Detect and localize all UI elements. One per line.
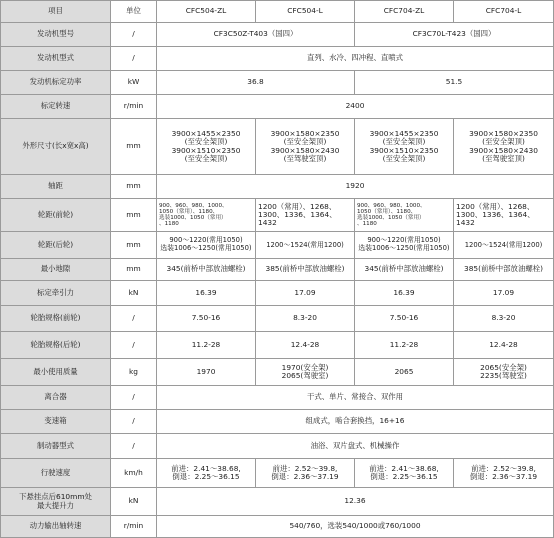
row-unit: / xyxy=(111,332,157,359)
row-label: 制动器型式 xyxy=(1,434,111,459)
track-line: 1050（常用）、1180、 xyxy=(357,208,417,215)
label-line: 下悬挂点后610mm处 xyxy=(19,492,92,502)
row-ground-clearance xyxy=(1,259,554,281)
ground-clearance-cfc704-l: 385(前桥中部放油螺栓) xyxy=(454,259,554,281)
front-track-cfc504-zl xyxy=(157,199,256,232)
engine-power-504: 36.8 xyxy=(157,71,355,95)
traction-cfc704-l: 17.09 xyxy=(454,281,554,306)
travel-speed-cfc504-l xyxy=(256,459,355,488)
min-mass-cfc704-zl: 2065 xyxy=(355,359,454,386)
rear-tire-cfc704-zl: 11.2-28 xyxy=(355,332,454,359)
row-unit: kN xyxy=(111,281,157,306)
row-label: 轮距(前轮) xyxy=(1,199,111,232)
dimensions-cfc704-zl xyxy=(355,119,454,175)
engine-type-value: 直列、水冷、四冲程、直喷式 xyxy=(157,47,554,71)
row-engine-model xyxy=(1,23,554,47)
ground-clearance-cfc704-zl: 345(前桥中部放油螺栓) xyxy=(355,259,454,281)
speed-line: 前进：2.52～39.8, xyxy=(471,463,536,473)
rear-track-cfc504-l: 1200～1524(常用1200) xyxy=(256,232,355,259)
header-item: 项目 xyxy=(1,1,111,23)
row-label: 发动机型式 xyxy=(1,47,111,71)
row-unit: / xyxy=(111,386,157,410)
row-unit: kg xyxy=(111,359,157,386)
header-model-cfc504-zl: CFC504-ZL xyxy=(157,1,256,23)
engine-model-704: CF3C70L-T423（国四） xyxy=(355,23,554,47)
track-line: 选装1006～1250(常用1050) xyxy=(160,244,252,252)
traction-cfc504-l: 17.09 xyxy=(256,281,355,306)
dim-line: 3900×1580×2350 xyxy=(469,128,538,138)
row-label: 外形尺寸(长x宽x高) xyxy=(1,119,111,175)
row-label: 最小使用质量 xyxy=(1,359,111,386)
row-label: 轮胎规格(前轮) xyxy=(1,306,111,332)
travel-speed-cfc704-l xyxy=(454,459,554,488)
brake-value: 油浴、双片盘式、机械操作 xyxy=(157,434,554,459)
row-unit: kW xyxy=(111,71,157,95)
row-label: 标定转速 xyxy=(1,95,111,119)
row-unit: mm xyxy=(111,199,157,232)
row-label: 发动机标定功率 xyxy=(1,71,111,95)
speed-line: 倒退：2.36～37.19 xyxy=(271,472,339,481)
track-line: 1300、1336、1364、 xyxy=(456,209,535,219)
rear-tire-cfc704-l: 12.4-28 xyxy=(454,332,554,359)
speed-line: 倒退：2.25～36.15 xyxy=(370,472,438,481)
front-track-cfc704-zl xyxy=(355,199,454,232)
engine-model-504: CF3C50Z-T403（国四） xyxy=(157,23,355,47)
row-brake xyxy=(1,434,554,459)
row-label: 轴距 xyxy=(1,175,111,199)
track-line: 1300、1336、1364、 xyxy=(258,209,337,219)
rear-track-cfc704-l: 1200～1524(常用1200) xyxy=(454,232,554,259)
row-front-tire xyxy=(1,306,554,332)
row-wheelbase xyxy=(1,175,554,199)
row-unit: / xyxy=(111,434,157,459)
row-dimensions xyxy=(1,119,554,175)
track-line: 选装1000、1050（常用） xyxy=(159,215,227,221)
front-tire-cfc704-zl: 7.50-16 xyxy=(355,306,454,332)
front-track-cfc704-l xyxy=(454,199,554,232)
pto-speed-value: 540/760，选装540/1000或760/1000 xyxy=(157,516,554,538)
header-unit: 单位 xyxy=(111,1,157,23)
track-line: 1200（常用）、1268、 xyxy=(456,201,535,211)
dim-line: 3900×1580×2350 xyxy=(270,128,340,138)
dim-line: 3900×1580×2430 xyxy=(469,145,538,155)
track-line: 、1180 xyxy=(357,221,377,228)
track-line: 900、960、980、1000、 xyxy=(357,202,426,209)
dim-line: (至驾驶室顶) xyxy=(283,153,327,163)
dim-line: (至安全架顶) xyxy=(283,137,327,147)
clutch-value: 干式、单片、常接合、双作用 xyxy=(157,386,554,410)
speed-line: 倒退：2.36～37.19 xyxy=(469,472,538,481)
row-engine-type xyxy=(1,47,554,71)
rear-tire-cfc504-l: 12.4-28 xyxy=(256,332,355,359)
traction-cfc504-zl: 16.39 xyxy=(157,281,256,306)
dimensions-cfc504-zl xyxy=(157,119,256,175)
rear-track-cfc704-zl xyxy=(355,232,454,259)
row-travel-speed xyxy=(1,459,554,488)
track-line: 1432 xyxy=(258,218,277,228)
track-line: 选装1000、1050（常用） xyxy=(357,215,425,221)
header-model-cfc704-l: CFC704-L xyxy=(454,1,554,23)
dim-line: (至安全架顶) xyxy=(482,137,525,147)
front-tire-cfc504-zl: 7.50-16 xyxy=(157,306,256,332)
dim-line: (至驾驶室顶) xyxy=(482,153,525,163)
dim-line: 3900×1580×2430 xyxy=(270,145,340,155)
track-line: 选装1006～1250(常用1050) xyxy=(358,244,450,252)
mass-line: 2065(安全架) xyxy=(480,362,527,372)
track-line: 、1180 xyxy=(159,221,179,228)
header-row xyxy=(1,1,554,23)
row-label: 动力输出轴转速 xyxy=(1,516,111,538)
mass-line: 2235(驾驶室) xyxy=(480,371,527,380)
mass-line: 1970(安全架) xyxy=(281,362,329,372)
row-unit: / xyxy=(111,410,157,434)
row-label: 离合器 xyxy=(1,386,111,410)
row-unit: mm xyxy=(111,259,157,281)
ground-clearance-cfc504-zl: 345(前桥中部放油螺栓) xyxy=(157,259,256,281)
ground-clearance-cfc504-l: 385(前桥中部放油螺栓) xyxy=(256,259,355,281)
dim-line: 3900×1510×2350 xyxy=(171,145,241,155)
dimensions-cfc704-l xyxy=(454,119,554,175)
min-mass-cfc504-l xyxy=(256,359,355,386)
row-unit: / xyxy=(111,23,157,47)
row-label: 最小地隙 xyxy=(1,259,111,281)
row-min-mass xyxy=(1,359,554,386)
traction-cfc704-zl: 16.39 xyxy=(355,281,454,306)
row-label: 轮胎规格(后轮) xyxy=(1,332,111,359)
wheelbase-value: 1920 xyxy=(157,175,554,199)
row-unit: mm xyxy=(111,175,157,199)
row-unit: / xyxy=(111,306,157,332)
min-mass-cfc704-l xyxy=(454,359,554,386)
rated-speed-value: 2400 xyxy=(157,95,554,119)
track-line: 900～1220(常用1050) xyxy=(367,236,441,245)
header-model-cfc704-zl: CFC704-ZL xyxy=(355,1,454,23)
dim-line: (至安全架顶) xyxy=(184,153,228,163)
track-line: 900、960、980、1000、 xyxy=(159,202,228,209)
row-label: 变速箱 xyxy=(1,410,111,434)
dimensions-cfc504-l xyxy=(256,119,355,175)
track-line: 1200（常用）、1268、 xyxy=(258,201,337,211)
row-label: 标定牵引力 xyxy=(1,281,111,306)
row-front-track xyxy=(1,199,554,232)
travel-speed-cfc504-zl xyxy=(157,459,256,488)
row-unit: / xyxy=(111,47,157,71)
row-pto-speed xyxy=(1,516,554,538)
dim-line: 3900×1455×2350 xyxy=(369,128,439,138)
dim-line: 3900×1455×2350 xyxy=(171,128,241,138)
row-engine-power xyxy=(1,71,554,95)
speed-line: 前进：2.41～38.68, xyxy=(369,463,439,473)
row-clutch xyxy=(1,386,554,410)
row-unit: r/min xyxy=(111,95,157,119)
row-lift-capacity xyxy=(1,488,554,516)
speed-line: 倒退：2.25～36.15 xyxy=(172,472,240,481)
row-rear-track xyxy=(1,232,554,259)
front-tire-cfc504-l: 8.3-20 xyxy=(256,306,355,332)
dim-line: (至安全架顶) xyxy=(184,137,228,147)
front-tire-cfc704-l: 8.3-20 xyxy=(454,306,554,332)
row-label: 轮距(后轮) xyxy=(1,232,111,259)
row-label: 行驶速度 xyxy=(1,459,111,488)
track-line: 1432 xyxy=(456,218,475,228)
gearbox-value: 组成式，啮合套换挡，16+16 xyxy=(157,410,554,434)
travel-speed-cfc704-zl xyxy=(355,459,454,488)
rear-tire-cfc504-zl: 11.2-28 xyxy=(157,332,256,359)
row-traction xyxy=(1,281,554,306)
row-rear-tire xyxy=(1,332,554,359)
front-track-cfc504-l xyxy=(256,199,355,232)
row-gearbox xyxy=(1,410,554,434)
row-unit: kN xyxy=(111,488,157,516)
row-unit: r/min xyxy=(111,516,157,538)
row-label: 发动机型号 xyxy=(1,23,111,47)
mass-line: 2065(驾驶室) xyxy=(281,371,329,380)
dim-line: 3900×1510×2350 xyxy=(369,145,439,155)
speed-line: 前进：2.52～39.8, xyxy=(272,463,338,473)
rear-track-cfc504-zl xyxy=(157,232,256,259)
dim-line: (至安全架顶) xyxy=(382,137,426,147)
header-model-cfc504-l: CFC504-L xyxy=(256,1,355,23)
row-unit: mm xyxy=(111,119,157,175)
row-unit: km/h xyxy=(111,459,157,488)
min-mass-cfc504-zl: 1970 xyxy=(157,359,256,386)
row-label xyxy=(1,488,111,516)
track-line: 900～1220(常用1050) xyxy=(169,236,243,245)
label-line: 最大提升力 xyxy=(37,500,74,510)
row-unit: mm xyxy=(111,232,157,259)
speed-line: 前进：2.41～38.68, xyxy=(171,463,241,473)
dim-line: (至安全架顶) xyxy=(382,153,426,163)
engine-power-704: 51.5 xyxy=(355,71,554,95)
lift-capacity-value: 12.36 xyxy=(157,488,554,516)
track-line: 1050（常用）、1180、 xyxy=(159,208,219,215)
row-rated-speed xyxy=(1,95,554,119)
